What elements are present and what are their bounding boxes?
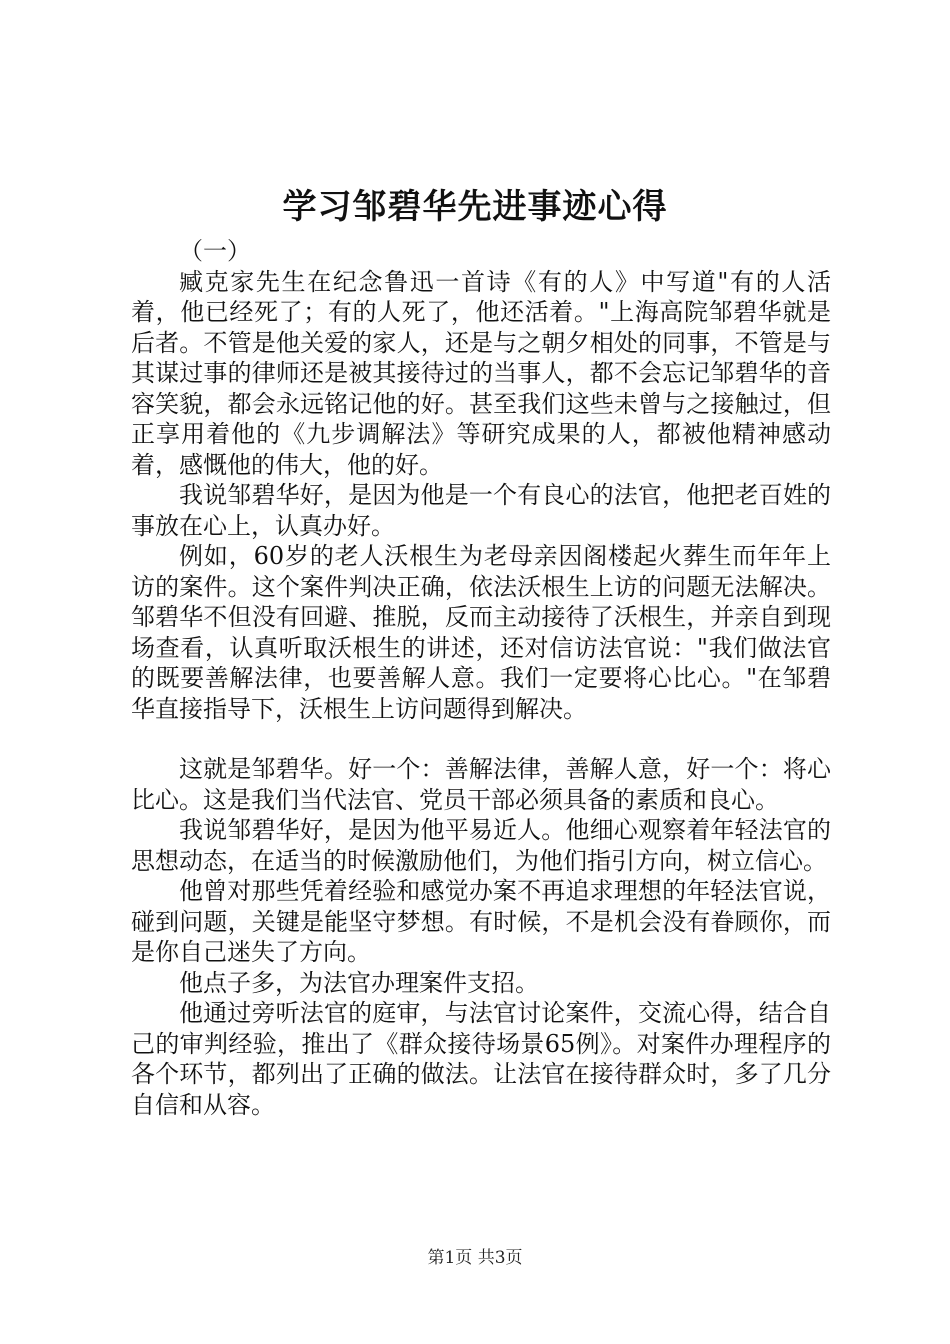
paragraph: 臧克家先生在纪念鲁迅一首诗《有的人》中写道"有的人活着，他已经死了；有的人死了，他还活着。"上海高院邹碧华就是后者。不管是他关爱的家人，还是与之朝夕相处的同事，不管是与其谋过事的律师还是被其接待过的当事人，都不会忘记邹碧华的音容笑貌，都会永远铭记他的好。甚至我们这些未曾与之接触过，但正享用着他的《九步调解法》等研究成果的人，都被他精神感动着，感慨他的伟大，他的好。 [131,267,831,479]
paragraph: 这就是邹碧华。好一个：善解法律，善解人意，好一个：将心比心。这是我们当代法官、党员干部必须具备的素质和良心。 [131,755,831,814]
paragraph: 我说邹碧华好，是因为他是一个有良心的法官，他把老百姓的事放在心上，认真办好。 [131,481,831,540]
paragraph: 我说邹碧华好，是因为他平易近人。他细心观察着年轻法官的思想动态，在适当的时候激励他们，为他们指引方向，树立信心。 [131,816,831,875]
paragraph: 他曾对那些凭着经验和感觉办案不再追求理想的年轻法官说，碰到问题，关键是能坚守梦想。有时候，不是机会没有眷顾你，而是你自己迷失了方向。 [131,877,831,966]
paragraph: 他点子多，为法官办理案件支招。 [179,968,539,997]
paragraph: 他通过旁听法官的庭审，与法官讨论案件，交流心得，结合自己的审判经验，推出了《群众接待场景65例》。对案件办理程序的各个环节，都列出了正确的做法。让法官在接待群众时，多了几分自信和从容。 [131,999,831,1119]
document-title: 学习邹碧华先进事迹心得 [282,187,668,227]
section-heading: （一） [179,237,251,265]
document-body [131,236,831,1120]
paragraph: 例如，60岁的老人沃根生为老母亲因阁楼起火葬生而年年上访的案件。这个案件判决正确，依法沃根生上访的问题无法解决。邹碧华不但没有回避、推脱，反而主动接待了沃根生，并亲自到现场查看，认真听取沃根生的讲述，还对信访法官说："我们做法官的既要善解法律，也要善解人意。我们一定要将心比心。"在邹碧华直接指导下，沃根生上访问题得到解决。 [131,542,831,723]
page-number-footer: 第1页 共3页 [427,1248,523,1268]
